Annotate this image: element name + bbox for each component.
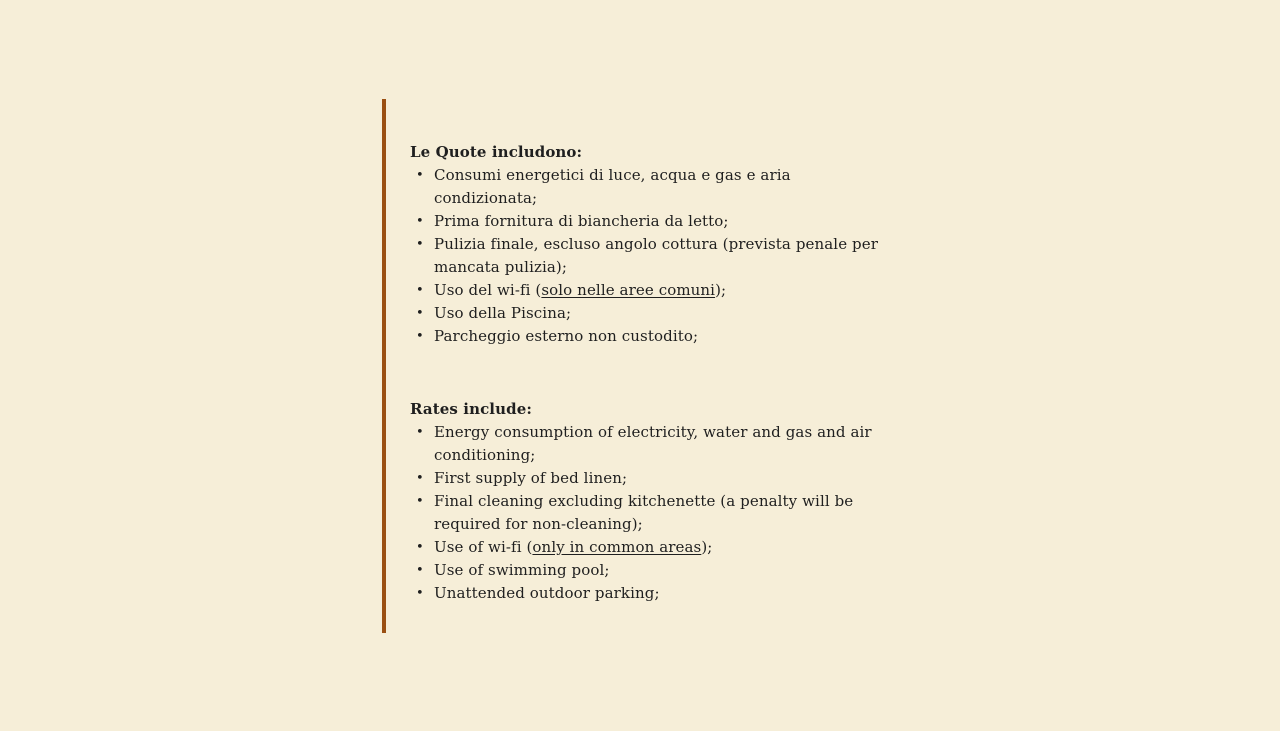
- list-item: • Use of swimming pool;: [410, 559, 880, 582]
- inclusions-list-italian: [410, 164, 880, 348]
- section-heading-italian: Le Quote includono:: [410, 143, 583, 161]
- list-item: • Final cleaning excluding kitchenette (a penalty will be required for non-cleaning);: [410, 490, 880, 536]
- list-item: • Parcheggio esterno non custodito;: [410, 325, 880, 348]
- wifi-areas-link[interactable]: solo nelle aree comuni: [541, 281, 716, 299]
- list-item: • Prima fornitura di biancheria da letto;: [410, 210, 880, 233]
- section-italian: [410, 141, 880, 348]
- list-item: • Consumi energetici di luce, acqua e gas e aria condizionata;: [410, 164, 880, 210]
- section-heading-english: Rates include:: [410, 400, 532, 418]
- list-item: • Pulizia finale, escluso angolo cottura (prevista penale per mancata pulizia);: [410, 233, 880, 279]
- list-item: • First supply of bed linen;: [410, 467, 880, 490]
- rates-content: [410, 141, 880, 605]
- list-item-text: );: [715, 281, 727, 299]
- list-item: [410, 279, 880, 302]
- list-item: • Unattended outdoor parking;: [410, 582, 880, 605]
- wifi-areas-link[interactable]: only in common areas: [532, 538, 702, 556]
- list-item: [410, 536, 880, 559]
- list-item: • Energy consumption of electricity, water and gas and air conditioning;: [410, 421, 880, 467]
- section-english: [410, 398, 880, 605]
- list-item: • Uso della Piscina;: [410, 302, 880, 325]
- list-item-text: Uso del wi-fi (: [434, 281, 542, 299]
- list-item-text: );: [701, 538, 713, 556]
- accent-bar: [382, 99, 386, 633]
- inclusions-list-english: [410, 421, 880, 605]
- list-item-text: Use of wi-fi (: [434, 538, 533, 556]
